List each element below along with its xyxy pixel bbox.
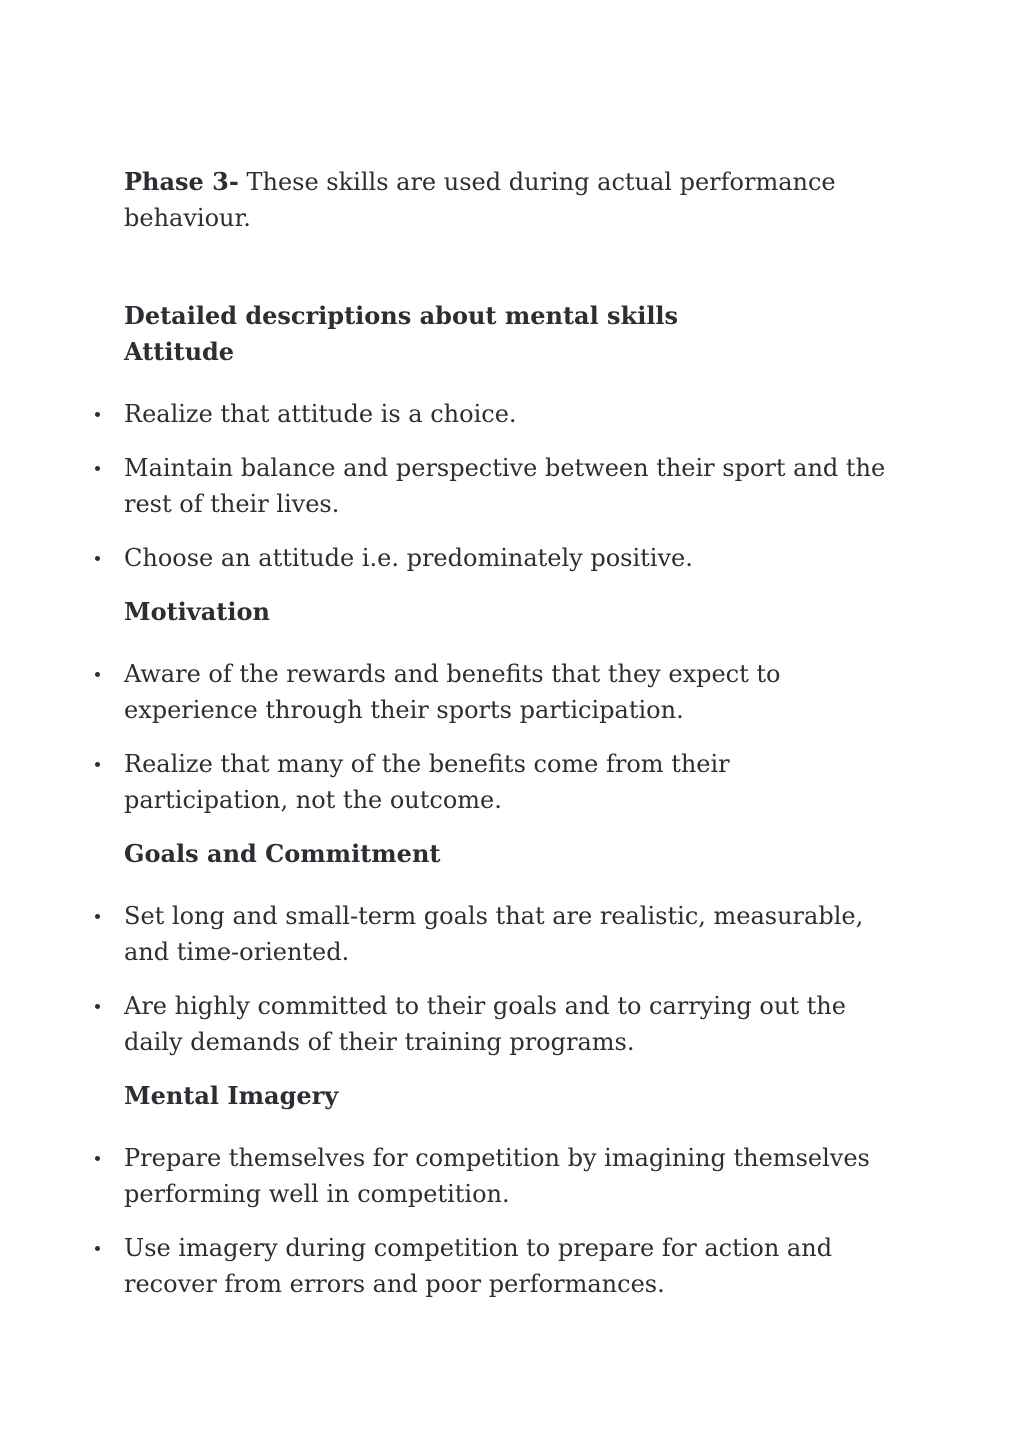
phase-label: Phase 3- (124, 167, 239, 196)
list-item: Prepare themselves for competition by imagining themselves performing well in competition. (124, 1140, 899, 1212)
attitude-title: Attitude (124, 337, 235, 366)
phase-paragraph (124, 164, 899, 236)
goals-list (124, 898, 899, 1060)
list-item: Realize that attitude is a choice. (124, 396, 899, 432)
list-item: Choose an attitude i.e. predominately positive. (124, 540, 899, 576)
list-item: Aware of the rewards and benefits that they expect to experience through their sports participation. (124, 656, 899, 728)
document-heading (124, 298, 899, 370)
document-page (124, 164, 899, 1302)
list-item: Use imagery during competition to prepare for action and recover from errors and poor performances. (124, 1230, 899, 1302)
list-item: Are highly committed to their goals and to carrying out the daily demands of their training programs. (124, 988, 899, 1060)
imagery-list (124, 1140, 899, 1302)
heading-title: Detailed descriptions about mental skills (124, 301, 679, 330)
attitude-list (124, 396, 899, 576)
list-item: Realize that many of the benefits come from their participation, not the outcome. (124, 746, 899, 818)
motivation-list (124, 656, 899, 818)
phase-text: These skills are used during actual performance behaviour. (124, 168, 836, 232)
motivation-title: Motivation (124, 597, 270, 626)
goals-title: Goals and Commitment (124, 839, 441, 868)
list-item: Set long and small-term goals that are realistic, measurable, and time-oriented. (124, 898, 899, 970)
list-item: Maintain balance and perspective between their sport and the rest of their lives. (124, 450, 899, 522)
imagery-title: Mental Imagery (124, 1081, 339, 1110)
